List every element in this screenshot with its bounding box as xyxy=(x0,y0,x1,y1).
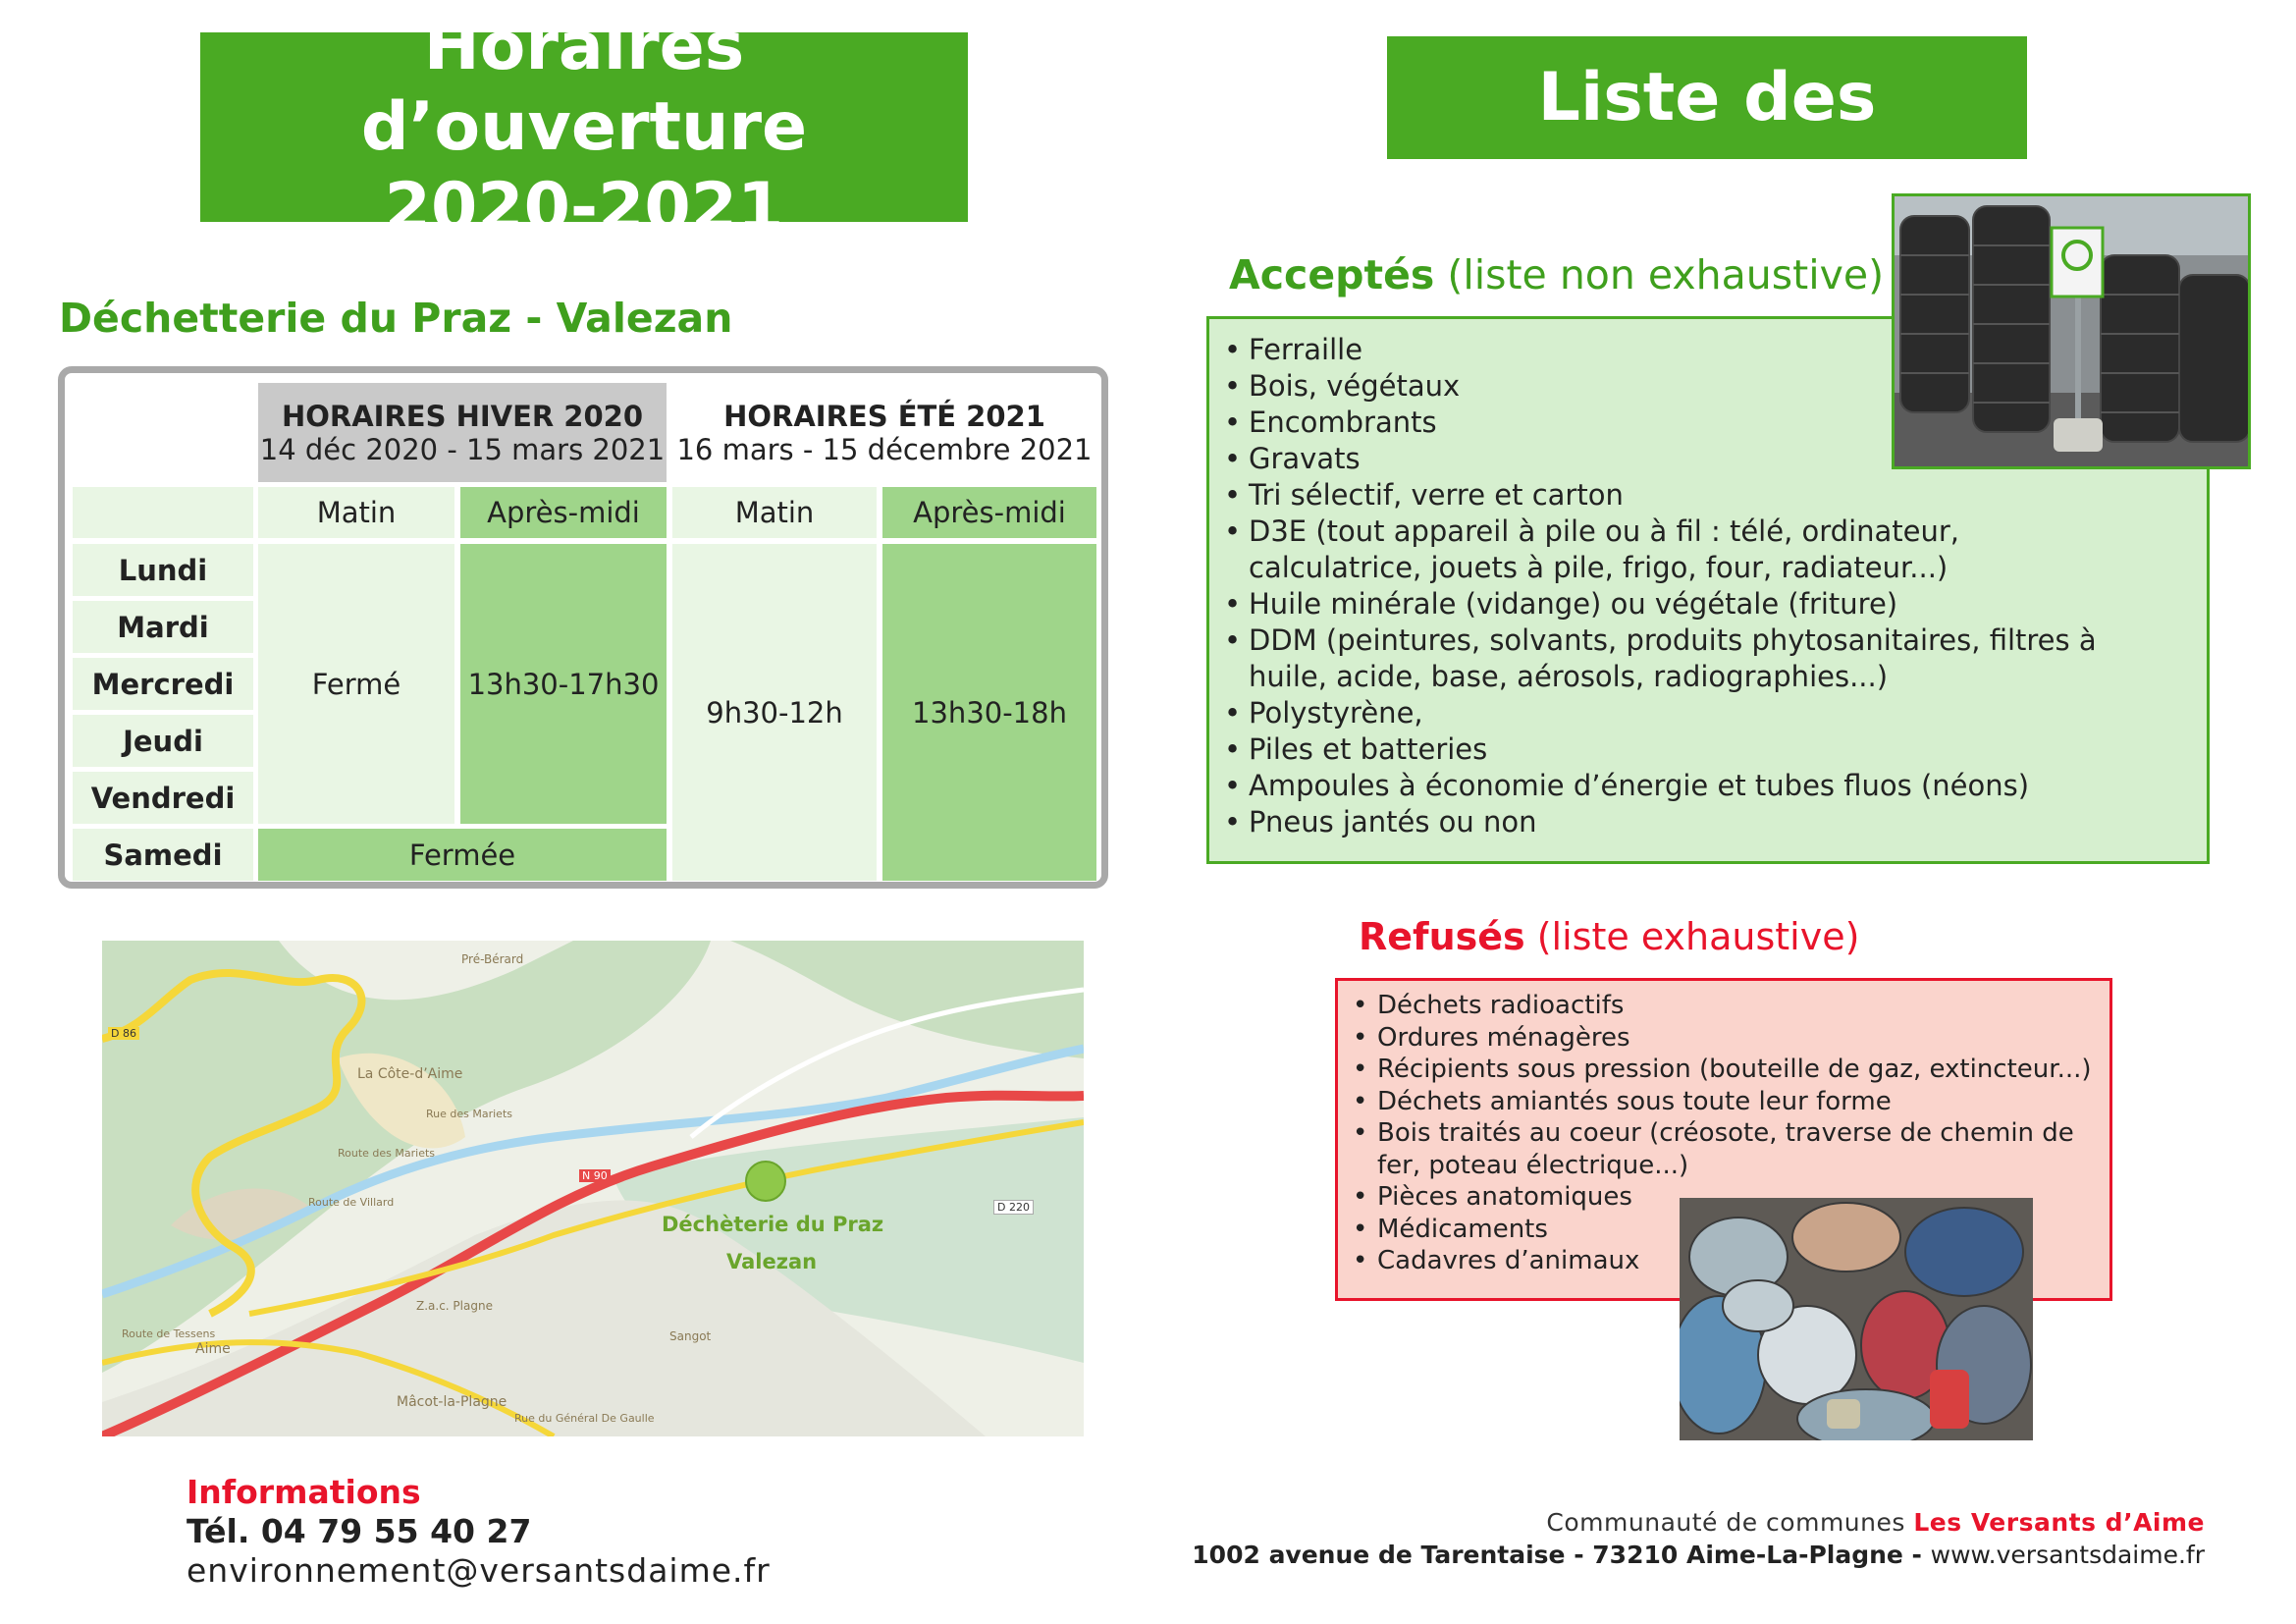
summer-afternoon-value: 13h30-18h xyxy=(882,544,1096,881)
map-road-label: N 90 xyxy=(579,1169,611,1182)
refused-item: • Médicaments xyxy=(1353,1214,2099,1246)
accepted-item: • Tri sélectif, verre et carton xyxy=(1224,477,2186,514)
accepted-title-bold: Acceptés xyxy=(1229,251,1435,298)
winter-header xyxy=(258,383,667,482)
summer-morning-header: Matin xyxy=(672,487,877,538)
accepted-item: • DDM (peintures, solvants, produits phytosanitaires, filtres à huile, acide, base, aérosols, radiographies...) xyxy=(1224,623,2186,695)
site-title: Déchetterie du Praz - Valezan xyxy=(59,295,733,342)
winter-saturday-value: Fermée xyxy=(258,829,667,881)
corner-cell xyxy=(73,487,253,538)
schedule-banner-line1: Horaires d’ouverture xyxy=(360,7,808,166)
footer-org-name: Les Versants d’Aime xyxy=(1913,1508,2205,1537)
accepted-item: • Piles et batteries xyxy=(1224,731,2186,768)
info-email[interactable]: environnement@versantsdaime.fr xyxy=(187,1551,771,1590)
map-place-label: La Côte-d’Aime xyxy=(357,1066,463,1082)
refused-item: • Déchets radioactifs xyxy=(1353,990,2099,1022)
map-place-label: Mâcot-la-Plagne xyxy=(397,1394,507,1410)
refused-item: • Déchets amiantés sous toute leur forme xyxy=(1353,1086,2099,1118)
map-road-label: Route des Mariets xyxy=(338,1147,436,1160)
day-label: Lundi xyxy=(73,544,253,596)
winter-morning-header: Matin xyxy=(258,487,454,538)
day-label: Samedi xyxy=(73,829,253,881)
accepted-item: • Huile minérale (vidange) ou végétale (friture) xyxy=(1224,586,2186,623)
info-phone: Tél. 04 79 55 40 27 xyxy=(187,1512,532,1550)
summer-header xyxy=(672,383,1096,482)
footer-prefix: Communauté de communes xyxy=(1546,1508,1914,1537)
refused-item: • Ordures ménagères xyxy=(1353,1022,2099,1055)
location-map xyxy=(102,941,1084,1436)
map-place-label: Sangot xyxy=(669,1329,712,1343)
gas-bottles-photo-graphic xyxy=(1680,1198,2033,1440)
winter-dates: 14 déc 2020 - 15 mars 2021 xyxy=(259,432,666,466)
accepted-item: • Encombrants xyxy=(1224,405,2186,441)
summer-afternoon-header: Après-midi xyxy=(882,487,1096,538)
summer-title: HORAIRES ÉTÉ 2021 xyxy=(723,399,1045,433)
accepted-item: • Polystyrène, xyxy=(1224,695,2186,731)
summer-dates: 16 mars - 15 décembre 2021 xyxy=(676,432,1093,466)
accepted-item: • Ampoules à économie d’énergie et tubes fluos (néons) xyxy=(1224,768,2186,804)
map-road-label: Route de Villard xyxy=(308,1196,395,1209)
map-marker-label: Déchèterie du Praz xyxy=(662,1213,884,1236)
accepted-title-note: (liste non exhaustive) xyxy=(1434,251,1885,298)
refused-item: • Pièces anatomiques xyxy=(1353,1181,2099,1214)
summer-morning-value: 9h30-12h xyxy=(672,544,877,881)
accepted-item: • Gravats xyxy=(1224,441,2186,477)
map-place-label: Pré-Bérard xyxy=(461,952,524,966)
waste-list-banner: Liste des déchets xyxy=(1387,36,2027,159)
accepted-item: • Pneus jantés ou non xyxy=(1224,804,2186,840)
winter-morning-value: Fermé xyxy=(258,544,454,824)
day-label: Vendredi xyxy=(73,772,253,824)
map-road-label: D 86 xyxy=(108,1027,139,1040)
map-road-label: Route de Tessens xyxy=(122,1327,216,1340)
refused-item: • Récipients sous pression (bouteille de gaz, extincteur...) xyxy=(1353,1054,2099,1086)
schedule-table xyxy=(58,366,1108,889)
accepted-item: • Bois, végétaux xyxy=(1224,368,2186,405)
map-road-label: D 220 xyxy=(993,1200,1034,1215)
tires-photo-graphic xyxy=(1895,196,2251,469)
map-road-label: Rue des Mariets xyxy=(426,1108,512,1120)
refused-item: • Cadavres d’animaux xyxy=(1353,1245,2099,1277)
day-label: Jeudi xyxy=(73,715,253,767)
footer-address xyxy=(982,1541,2205,1569)
map-graphic xyxy=(102,941,1084,1436)
map-place-label: Z.a.c. Plagne xyxy=(416,1299,493,1313)
refused-title-note: (liste exhaustive) xyxy=(1524,915,1860,958)
footer-organisation xyxy=(982,1508,2205,1537)
accepted-item: • D3E (tout appareil à pile ou à fil : télé, ordinateur, calculatrice, jouets à pile, frigo, four, radiateur...) xyxy=(1224,514,2186,586)
refused-title-bold: Refusés xyxy=(1359,915,1525,958)
winter-afternoon-header: Après-midi xyxy=(460,487,667,538)
accepted-item: • Ferraille xyxy=(1224,332,2186,368)
refused-item: • Bois traités au coeur (créosote, traverse de chemin de fer, poteau électrique...) xyxy=(1353,1117,2099,1181)
map-road-label: Rue du Général De Gaulle xyxy=(514,1412,655,1425)
schedule-banner xyxy=(200,7,968,246)
winter-title: HORAIRES HIVER 2020 xyxy=(281,399,644,433)
map-place-label: Aime xyxy=(195,1341,231,1357)
info-title: Informations xyxy=(187,1473,421,1511)
footer-website[interactable]: www.versantsdaime.fr xyxy=(1930,1541,2205,1569)
winter-afternoon-value: 13h30-17h30 xyxy=(460,544,667,824)
refused-title xyxy=(1359,915,1859,958)
schedule-banner-line2: 2020-2021 xyxy=(384,168,784,246)
map-marker-sublabel: Valezan xyxy=(726,1250,818,1273)
accepted-title xyxy=(1229,251,1884,298)
footer-address-text: 1002 avenue de Tarentaise - 73210 Aime-La-Plagne - xyxy=(1192,1541,1931,1569)
gas-bottles-photo xyxy=(1680,1198,2033,1440)
day-label: Mercredi xyxy=(73,658,253,710)
tires-photo xyxy=(1892,193,2251,469)
day-label: Mardi xyxy=(73,601,253,653)
